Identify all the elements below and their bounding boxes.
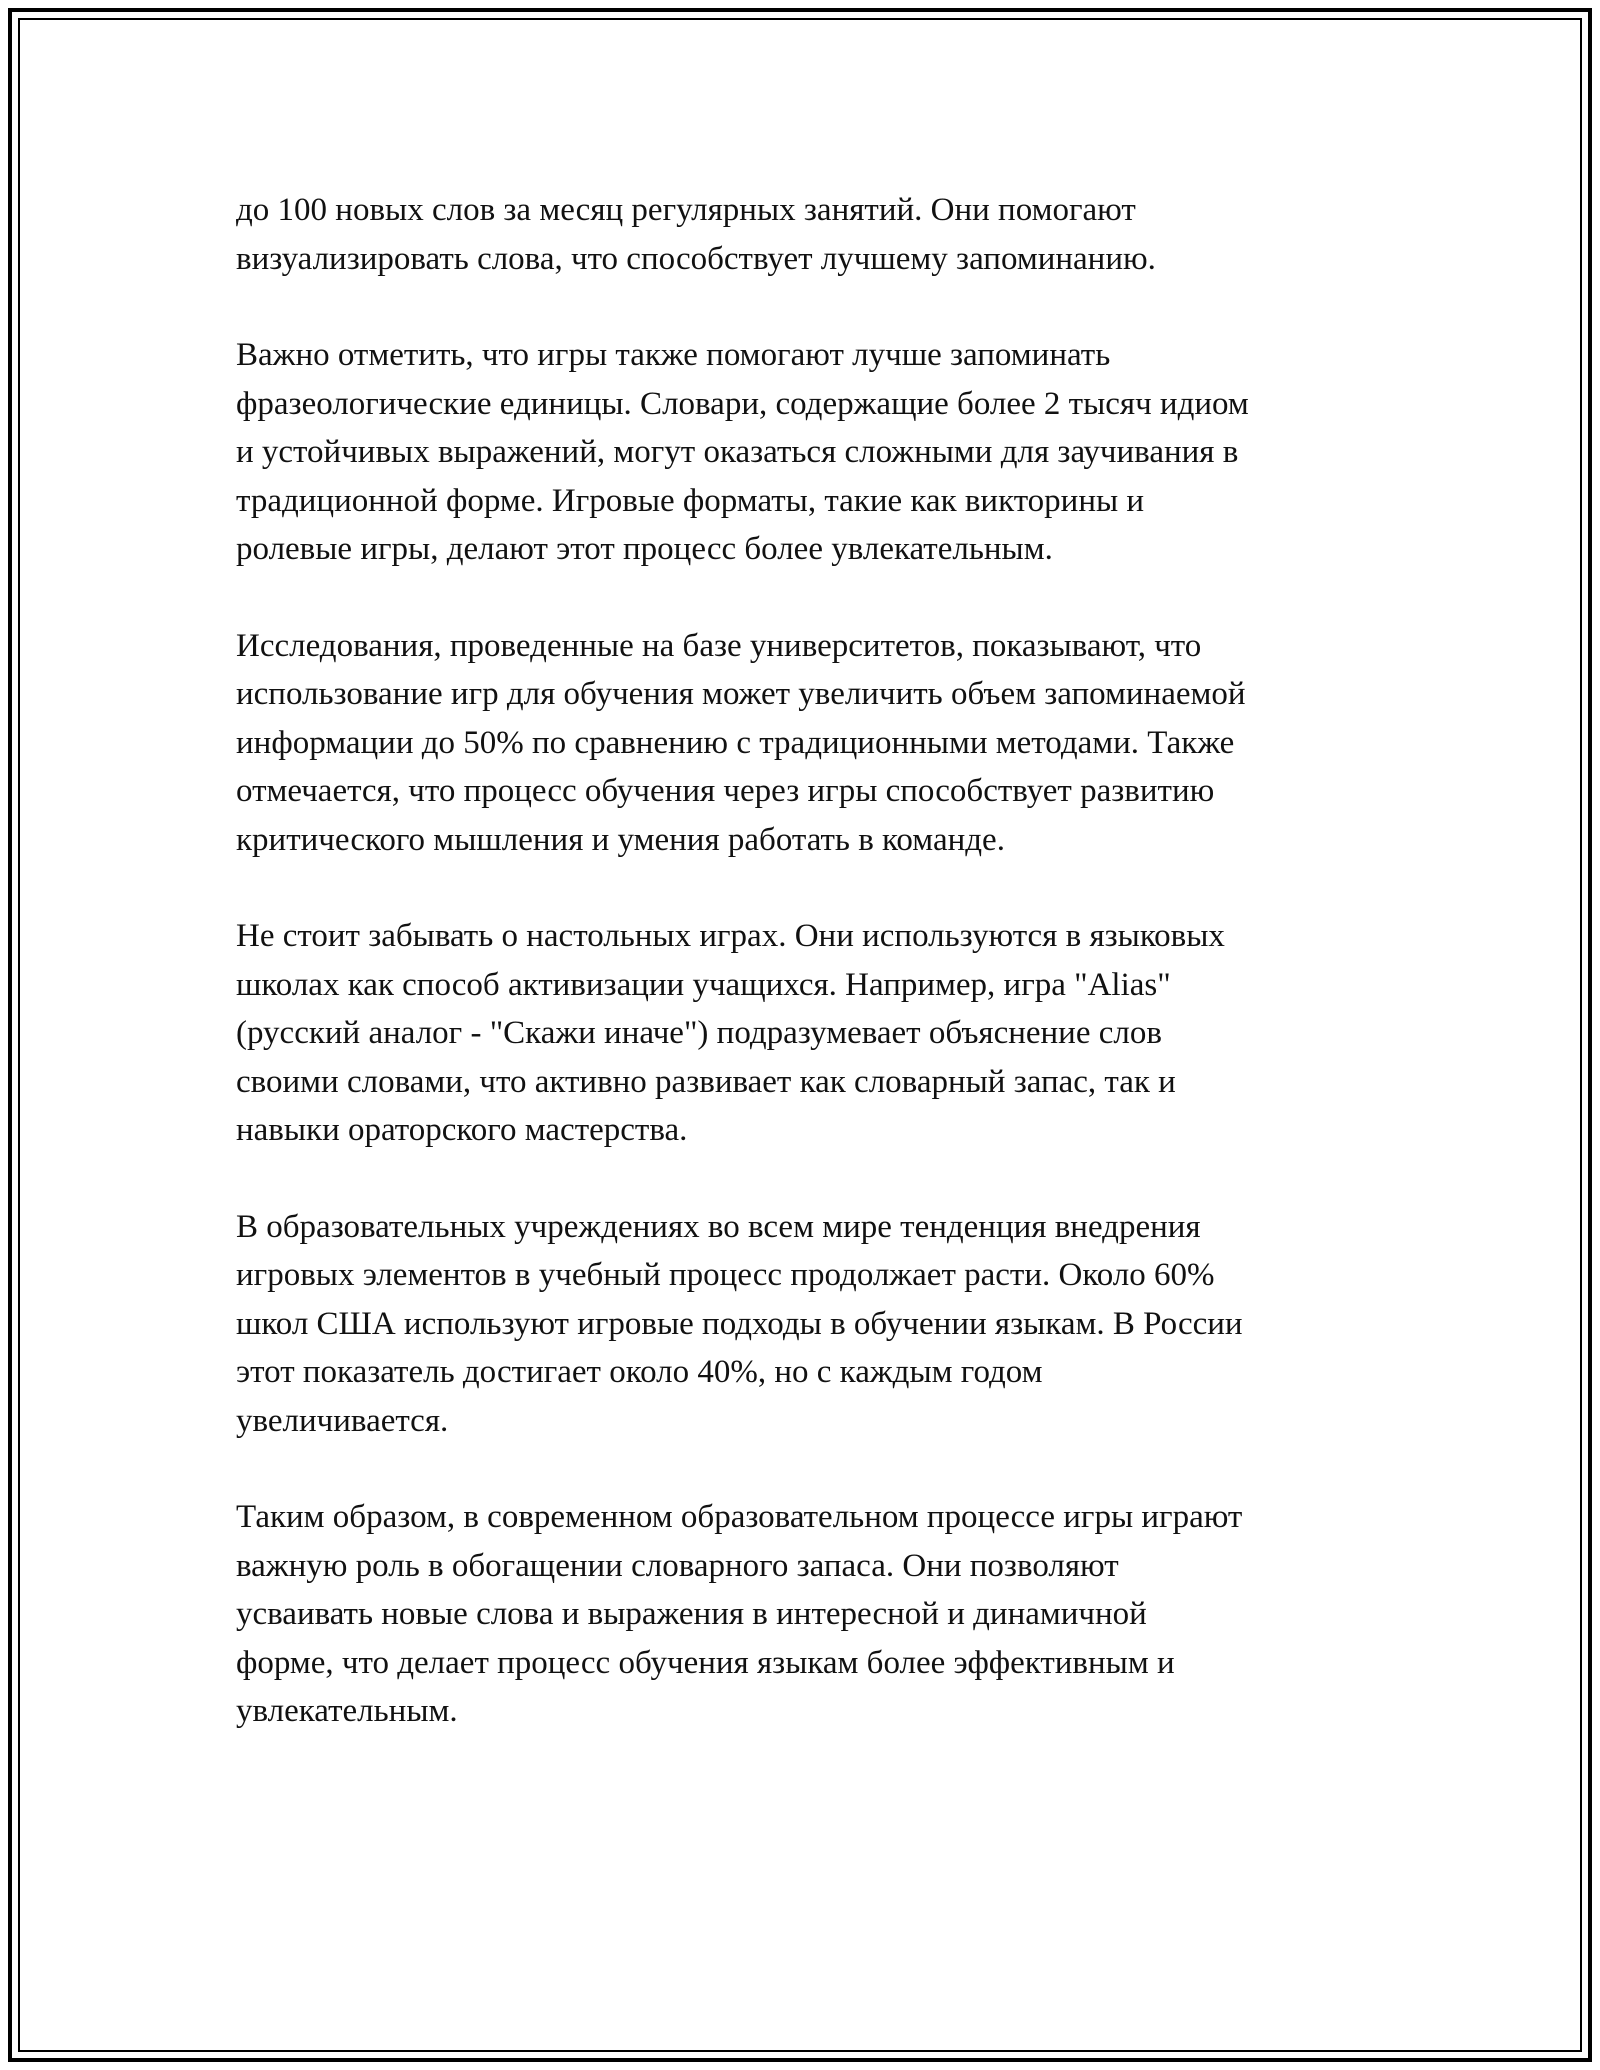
paragraph-5: В образовательных учреждениях во всем мире тенденция внедрения игровых элементов в учебный процесс продолжает расти. Около 60% школ США используют игровые подходы в обучении языкам. В России этот показатель достигает около 40%, но с каждым годом увеличивается.	[236, 1208, 1243, 1439]
document-body	[236, 186, 1376, 1784]
paragraph-4: Не стоит забывать о настольных играх. Они используются в языковых школах как способ активизации учащихся. Например, игра "Alias" (русский аналог - "Скажи иначе") подразумевает объяснение слов своими словами, что активно развивает как словарный запас, так и навыки ораторского мастерства.	[236, 918, 1225, 1148]
paragraph-1: до 100 новых слов за месяц регулярных занятий. Они помогают визуализировать слова, что способствует лучшему запоминанию.	[236, 192, 1156, 277]
paragraph-2: Важно отметить, что игры также помогают лучше запоминать фразеологические единицы. Словари, содержащие более 2 тысяч идиом и устойчивых выражений, могут оказаться сложными для заучивания в традиционной форме. Игровые форматы, такие как викторины и ролевые игры, делают этот процесс более увлекательным.	[236, 337, 1249, 567]
paragraph-6: Таким образом, в современном образовательном процессе игры играют важную роль в обогащении словарного запаса. Они позволяют усваивать новые слова и выражения в интересной и динамичной форме, что делает процесс обучения языкам более эффективным и увлекательным.	[236, 1499, 1243, 1729]
paragraph-3: Исследования, проведенные на базе университетов, показывают, что использование игр для обучения может увеличить объем запоминаемой информации до 50% по сравнению с традиционными методами. Также отмечается, что процесс обучения через игры способствует развитию критического мышления и умения работать в команде.	[236, 627, 1246, 858]
